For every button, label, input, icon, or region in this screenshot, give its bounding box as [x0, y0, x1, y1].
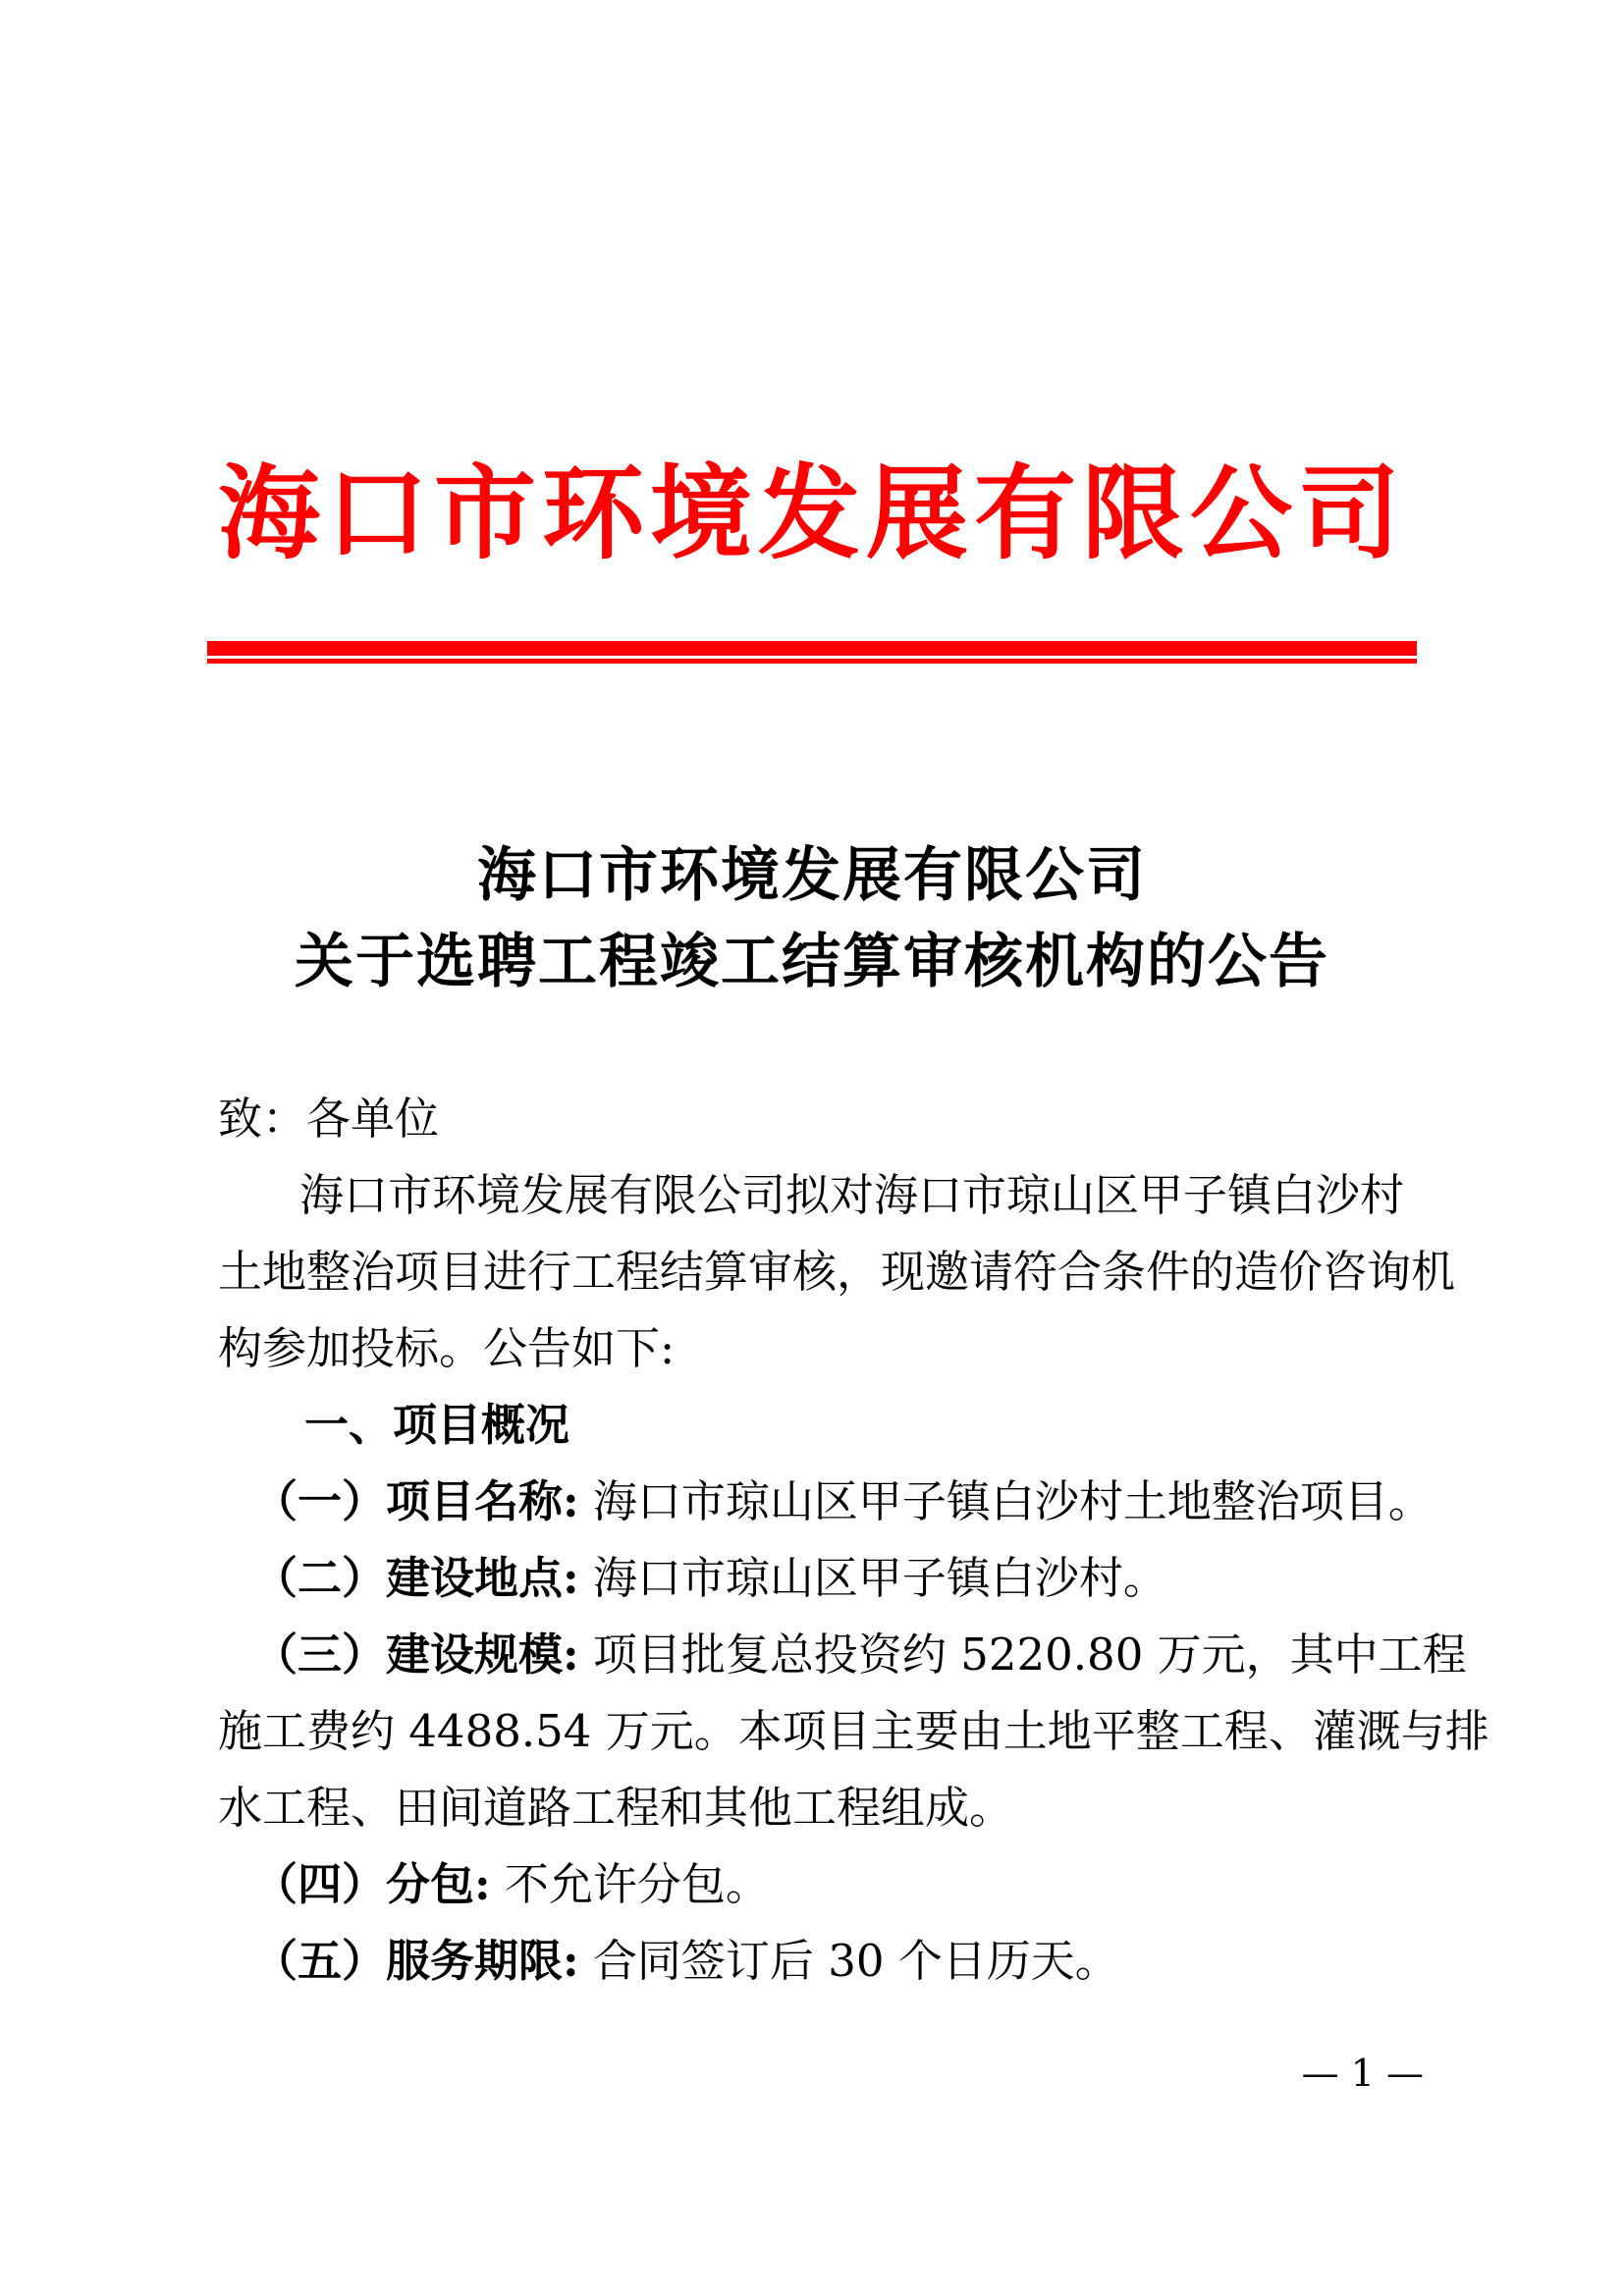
- item-service-period-value: 合同签订后 30 个日历天。: [578, 1935, 1119, 1987]
- item-project-name-label: （一）项目名称:: [253, 1475, 579, 1527]
- intro-line-1: 海口市环境发展有限公司拟对海口市琼山区甲子镇白沙村: [299, 1169, 1405, 1221]
- document-title-line1: 海口市环境发展有限公司: [477, 841, 1147, 910]
- item-service-period: [218, 1923, 1422, 2000]
- item-project-name-value: 海口市琼山区甲子镇白沙村土地整治项目。: [578, 1475, 1433, 1527]
- item-construction-scale-continued-2: 水工程、田间道路工程和其他工程组成。: [218, 1782, 1014, 1834]
- item-project-name: [218, 1464, 1433, 1540]
- item-construction-site-label: （二）建设地点:: [253, 1552, 579, 1604]
- document-title: [0, 832, 1624, 1005]
- letterhead-company-title: 海口市环境发展有限公司: [217, 453, 1406, 573]
- intro-line-2: 土地整治项目进行工程结算审核，现邀请符合条件的造价咨询机: [218, 1246, 1456, 1298]
- intro-line-3: 构参加投标。公告如下:: [218, 1322, 676, 1374]
- letterhead-divider: [207, 641, 1417, 664]
- salutation-line: 致：各单位: [218, 1093, 440, 1145]
- item-construction-site-value: 海口市琼山区甲子镇白沙村。: [578, 1552, 1167, 1604]
- item-subcontracting-value: 不允许分包。: [490, 1858, 770, 1910]
- document-body: [218, 1081, 1489, 2000]
- item-construction-scale-label: （三）建设规模:: [253, 1629, 579, 1681]
- section-heading-project-overview: 一、项目概况: [304, 1399, 570, 1451]
- item-construction-site: [218, 1540, 1422, 1617]
- page-number: — 1 —: [1301, 2052, 1424, 2095]
- item-subcontracting: [218, 1846, 1422, 1923]
- letterhead-divider-thin-line: [207, 659, 1417, 664]
- letterhead-divider-thick-line: [207, 641, 1417, 656]
- item-service-period-label: （五）服务期限:: [253, 1935, 579, 1987]
- item-construction-scale-continued-1: 施工费约 4488.54 万元。本项目主要由土地平整工程、灌溉与排: [218, 1705, 1489, 1757]
- item-construction-scale: [218, 1617, 1467, 1693]
- document-title-line2: 关于选聘工程竣工结算审核机构的公告: [295, 928, 1329, 996]
- item-construction-scale-value: 项目批复总投资约 5220.80 万元，其中工程: [578, 1629, 1467, 1681]
- item-subcontracting-label: （四）分包:: [253, 1858, 491, 1910]
